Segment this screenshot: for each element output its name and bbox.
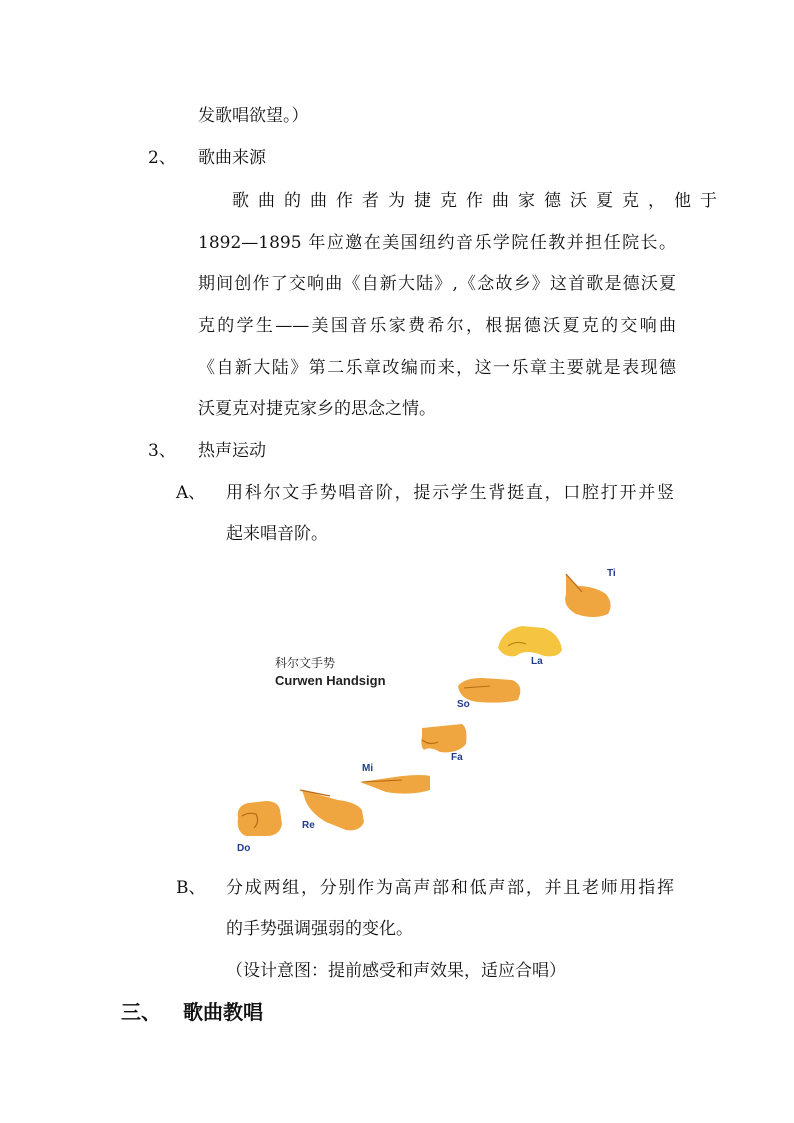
list-letter: A、 <box>176 483 206 503</box>
hand-mi-icon <box>360 775 430 794</box>
note-label: Do <box>237 843 251 854</box>
curwen-handsign-figure <box>226 560 686 860</box>
list-number: 2、 <box>148 148 176 168</box>
note-label: Fa <box>451 752 463 763</box>
heading-number: 三、 <box>121 1000 161 1024</box>
section-heading <box>121 998 263 1026</box>
paragraph-line: 起来唱音阶。 <box>226 524 328 544</box>
paragraph-line: 克的学生——美国音乐家费希尔，根据德沃夏克的交响曲 <box>198 316 676 336</box>
section-title: 热声运动 <box>198 441 266 461</box>
design-intent-note: （设计意图：提前感受和声效果，适应合唱） <box>226 961 566 981</box>
note-label: Re <box>302 820 315 831</box>
list-letter: B、 <box>176 878 206 898</box>
paragraph-line: 的手势强调强弱的变化。 <box>226 919 413 939</box>
paragraph-line: 期间创作了交响曲《自新大陆》,《念故乡》这首歌是德沃夏 <box>198 274 676 294</box>
paragraph-line: 歌曲的曲作者为捷克作曲家德沃夏克，他于 <box>232 191 726 211</box>
note-label: Mi <box>362 763 374 774</box>
note-label: La <box>531 656 543 667</box>
paragraph-line: 用科尔文手势唱音阶，提示学生背挺直，口腔打开并竖 <box>226 483 674 503</box>
figure-title-cn: 科尔文手势 <box>275 656 336 670</box>
figure-title-en: Curwen Handsign <box>275 673 386 688</box>
paragraph-line: 沃夏克对捷克家乡的思念之情。 <box>198 399 436 419</box>
paragraph-line: 分成两组，分别作为高声部和低声部，并且老师用指挥 <box>226 878 674 898</box>
hand-la-icon <box>498 626 562 656</box>
hand-ti-icon <box>565 574 610 617</box>
note-label: So <box>457 699 470 710</box>
note-label: Ti <box>607 568 616 579</box>
list-number: 3、 <box>148 441 176 461</box>
hand-do-icon <box>238 801 282 836</box>
paragraph-line: 《自新大陆》第二乐章改编而来，这一乐章主要就是表现德 <box>198 358 676 378</box>
section-title: 歌曲来源 <box>198 148 266 168</box>
paragraph-line: 发歌唱欲望。） <box>198 106 309 126</box>
paragraph-line: 1892—1895 年应邀在美国纽约音乐学院任教并担任院长。 <box>198 233 676 253</box>
hand-fa-icon <box>421 724 466 752</box>
heading-title: 歌曲教唱 <box>183 1000 263 1024</box>
